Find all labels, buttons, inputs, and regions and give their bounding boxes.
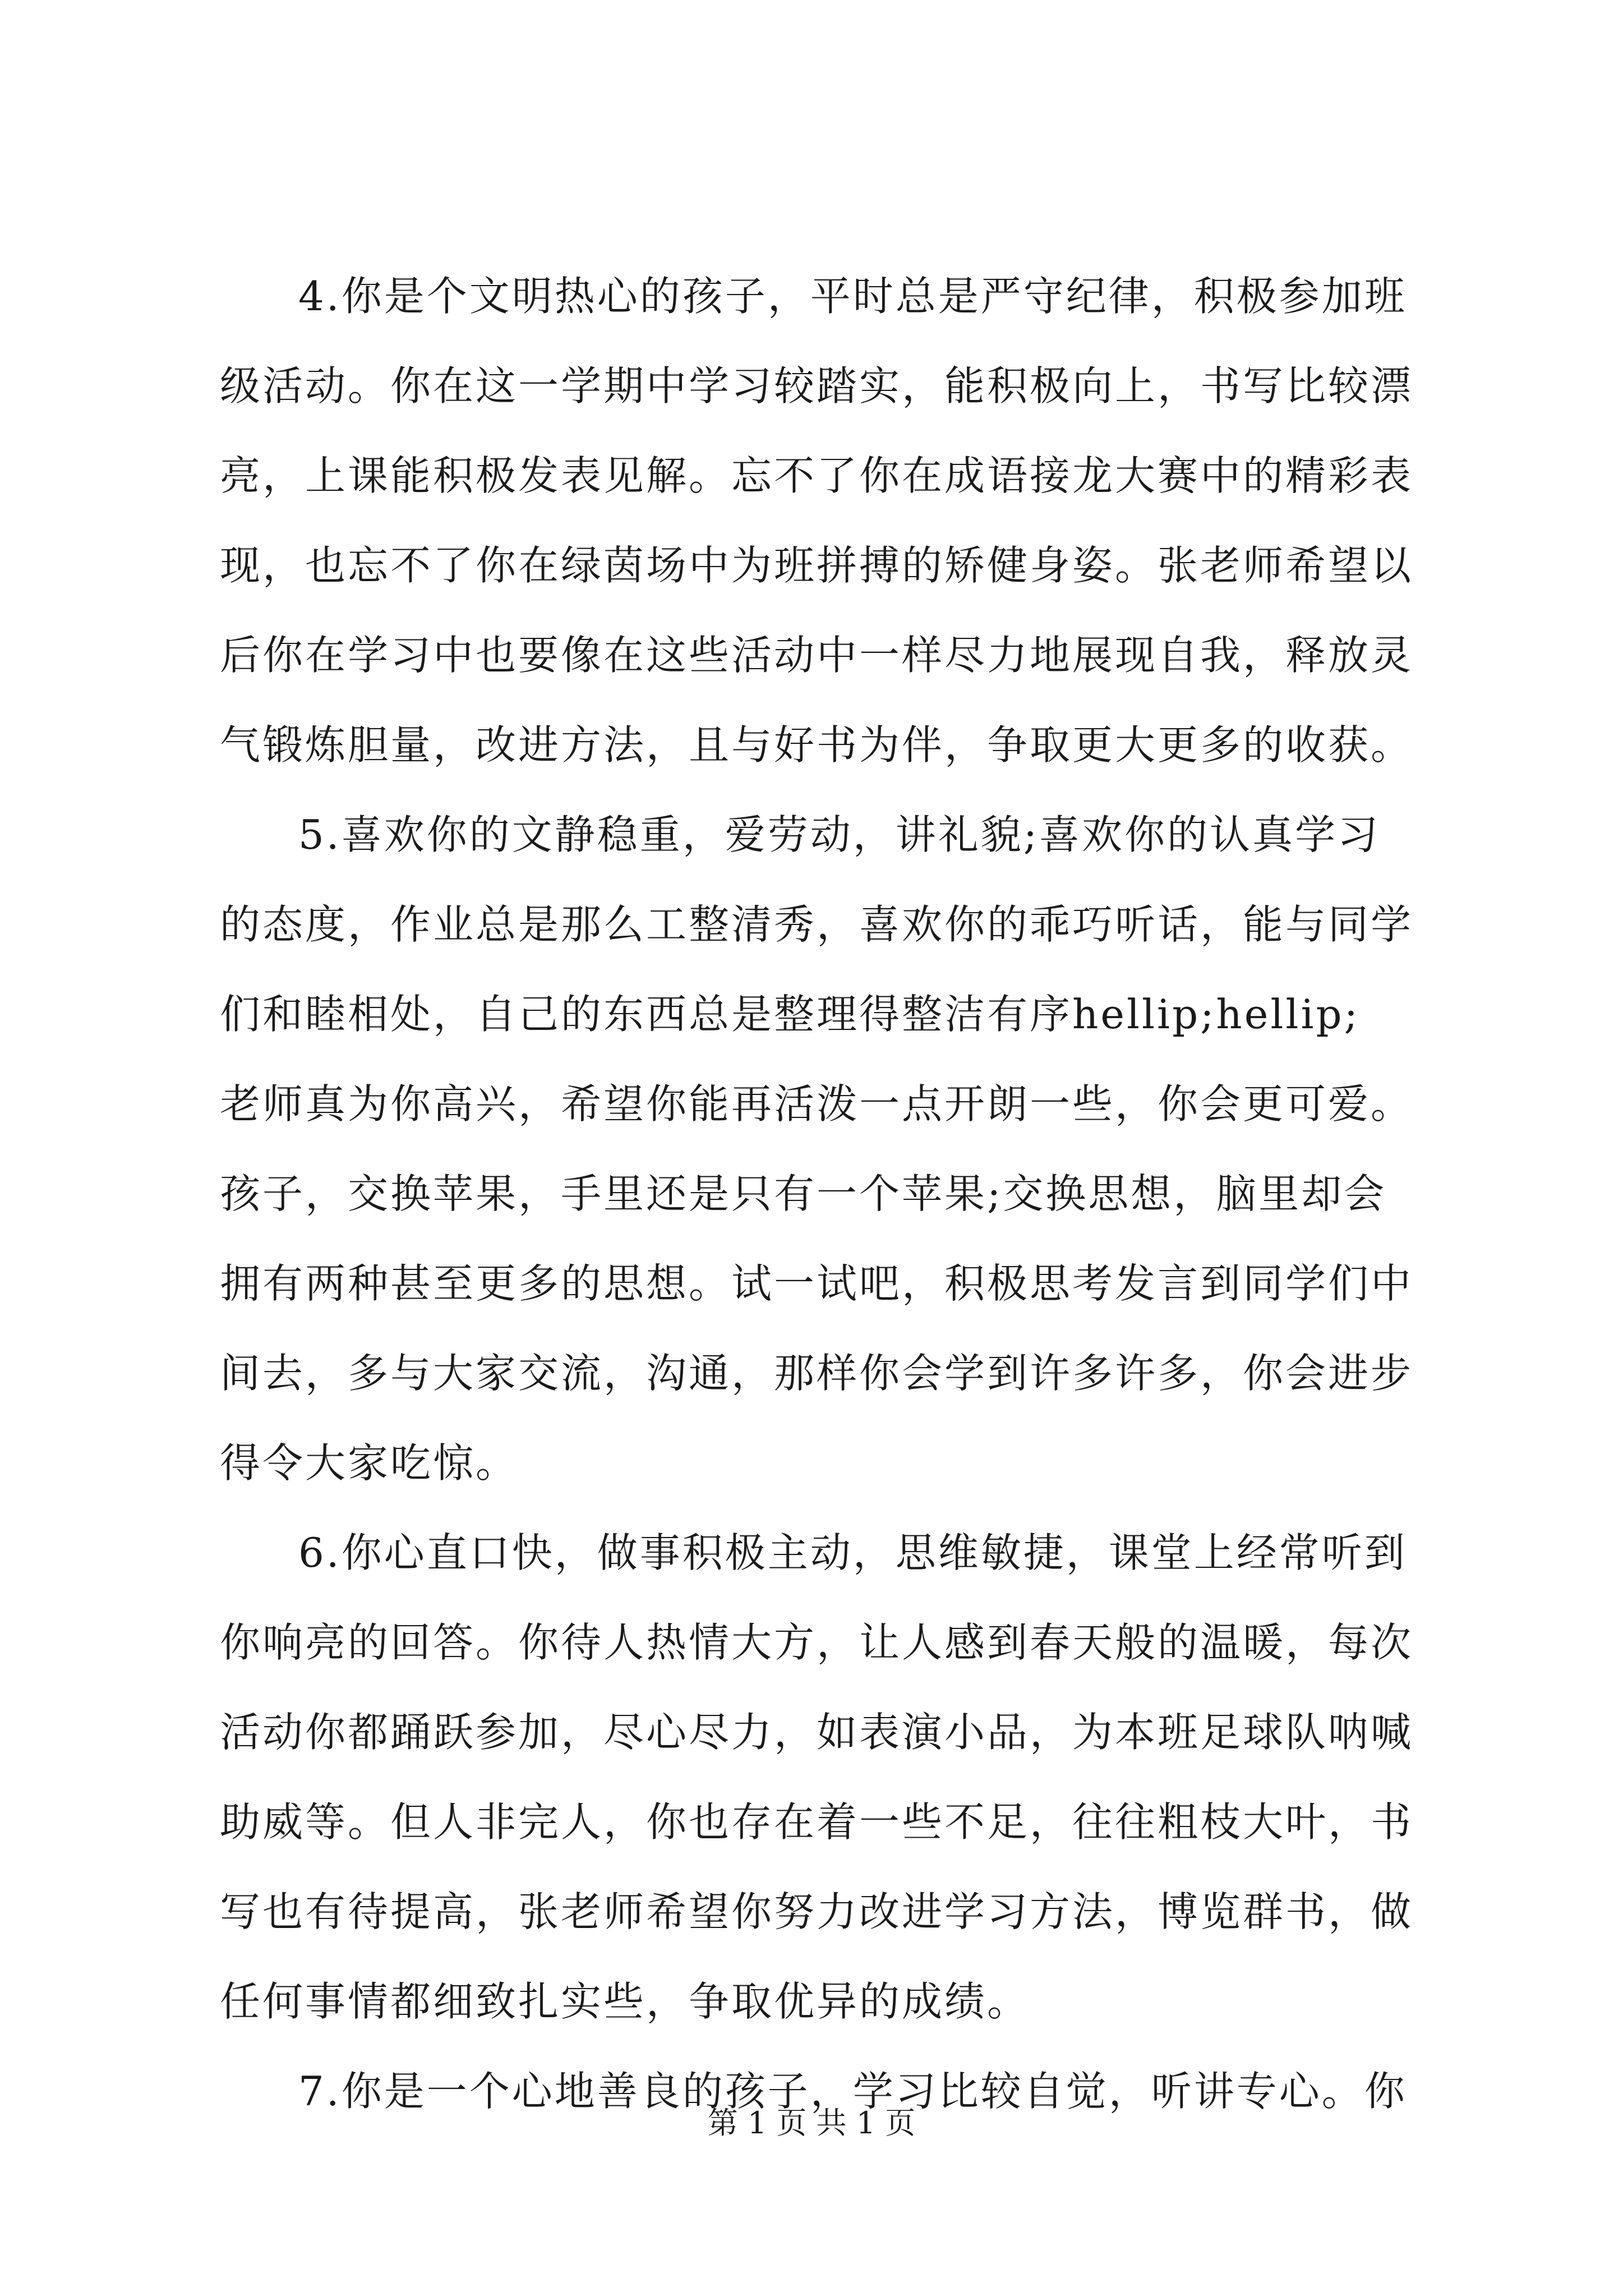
paragraph-6-line-3: 活动你都踊跃参加，尽心尽力，如表演小品，为本班足球队呐喊 <box>220 1709 1414 1756</box>
page-number-footer: 第 1 页 共 1 页 <box>707 2105 916 2141</box>
paragraph-5-line-3: 们和睦相处，自己的东西总是整理得整洁有序hellip;hellip; <box>220 991 1360 1038</box>
paragraph-5-line-6: 拥有两种甚至更多的思想。试一试吧，积极思考发言到同学们中 <box>220 1260 1414 1307</box>
paragraph-5-line-7: 间去，多与大家交流，沟通，那样你会学到许多许多，你会进步 <box>220 1350 1414 1397</box>
paragraph-6-line-6: 任何事情都细致扎实些，争取优异的成绩。 <box>220 1978 1030 2025</box>
paragraph-5-line-1: 5.喜欢你的文静稳重，爱劳动，讲礼貌;喜欢你的认真学习 <box>298 811 1380 858</box>
paragraph-5-line-2: 的态度，作业总是那么工整清秀，喜欢你的乖巧听话，能与同学 <box>220 901 1414 948</box>
paragraph-4-line-2: 级活动。你在这一学期中学习较踏实，能积极向上，书写比较漂 <box>220 362 1414 409</box>
paragraph-7-line-1: 7.你是一个心地善良的孩子，学习比较自觉，听讲专心。你 <box>298 2068 1407 2115</box>
paragraph-4-line-1: 4.你是个文明热心的孩子，平时总是严守纪律，积极参加班 <box>298 273 1407 320</box>
paragraph-6-line-2: 你响亮的回答。你待人热情大方，让人感到春天般的温暖，每次 <box>220 1619 1414 1666</box>
paragraph-4-line-4: 现，也忘不了你在绿茵场中为班拼搏的矫健身姿。张老师希望以 <box>220 542 1414 589</box>
paragraph-5-line-8: 得令大家吃惊。 <box>220 1439 519 1487</box>
paragraph-6-line-1: 6.你心直口快，做事积极主动，思维敏捷，课堂上经常听到 <box>298 1529 1407 1576</box>
paragraph-4-line-6: 气锻炼胆量，改进方法，且与好书为伴，争取更大更多的收获。 <box>220 721 1414 769</box>
paragraph-6-line-4: 助威等。但人非完人，你也存在着一些不足，往往粗枝大叶，书 <box>220 1798 1414 1846</box>
paragraph-6-line-5: 写也有待提高，张老师希望你努力改进学习方法，博览群书，做 <box>220 1888 1414 1935</box>
paragraph-5-line-4: 老师真为你高兴，希望你能再活泼一点开朗一些，你会更可爱。 <box>220 1080 1414 1128</box>
paragraph-4-line-5: 后你在学习中也要像在这些活动中一样尽力地展现自我，释放灵 <box>220 632 1414 679</box>
paragraph-5-line-5: 孩子，交换苹果，手里还是只有一个苹果;交换思想，脑里却会 <box>220 1170 1387 1217</box>
paragraph-4-line-3: 亮，上课能积极发表见解。忘不了你在成语接龙大赛中的精彩表 <box>220 452 1414 499</box>
